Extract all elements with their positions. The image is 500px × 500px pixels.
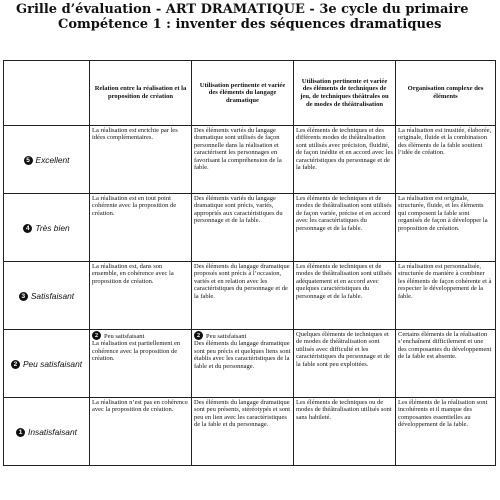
- level-number-badge: 1: [16, 428, 25, 437]
- table-cell: Des éléments du langage dramatique proposés sont précis à l’occasion, variés et en relation avec les caractéristiques du personnage et de la fable.: [192, 262, 294, 330]
- cell-text: Des éléments du langage dramatique sont peu précis et quelques liens sont établis avec les caractéristiques de la fable et du personnage.: [194, 340, 291, 370]
- column-header: Utilisation pertinente et variée des éléments du langage dramatique: [192, 61, 294, 126]
- level-label: Insatisfaisant: [28, 426, 77, 437]
- level-number-badge: 2: [11, 360, 20, 369]
- table-cell: La réalisation est originale, structurée, fluide, et les éléments qui composent la fable sont organisés de façon à développer la proposition de création.: [396, 194, 496, 262]
- level-number-badge: 2: [92, 331, 101, 340]
- table-cell: Quelques éléments de techniques et de modes de théâtralisation sont utilisés avec difficulté et les caractéristiques du personnage et de la fable sont peu exploitées.: [294, 330, 396, 398]
- level-number-badge: 3: [19, 292, 28, 301]
- column-header: Organisation complexe des éléments: [396, 61, 496, 126]
- cell-sublabel: 2 Peu satisfaisant: [194, 331, 291, 340]
- table-cell: Certains éléments de la réalisation s’enchaînent difficilement et une des composantes du développement de la fable est absente.: [396, 330, 496, 398]
- table-cell: Les éléments de techniques et de modes de théâtralisation sont utilisés de façon variée, précise et en accord avec les caractéristiques du personnage et de la fable.: [294, 194, 396, 262]
- column-header: Utilisation pertinente et variée des éléments de techniques de jeu, de techniques théâtrales ou de modes de théâtralisation: [294, 61, 396, 126]
- level-label: Excellent: [35, 154, 70, 165]
- table-cell: La réalisation est, dans son ensemble, en cohérence avec la proposition de création.: [90, 262, 192, 330]
- level-number-badge: 2: [194, 331, 203, 340]
- table-row: [4, 194, 496, 262]
- table-row: [4, 126, 496, 194]
- level-number-badge: 5: [24, 156, 33, 165]
- level-label-cell: [4, 126, 90, 194]
- cell-text: La réalisation est partiellement en cohérence avec la proposition de création.: [92, 340, 181, 363]
- table-cell: La réalisation est enrichie par les idées complémentaires.: [90, 126, 192, 194]
- table-cell: Des éléments du langage dramatique sont peu présents, stéréotypés et sont peu en lien avec les caractéristiques de la fable et du personnage.: [192, 398, 294, 466]
- level-label-cell: [4, 330, 90, 398]
- table-row: [4, 330, 496, 398]
- table-cell: Les éléments de la réalisation sont incohérents et il manque des composantes essentielles au développement de la fable.: [396, 398, 496, 466]
- evaluation-table: [3, 60, 496, 466]
- cell-sublabel: 2 Peu satisfaisant: [92, 331, 189, 340]
- table-row: [4, 262, 496, 330]
- table-cell: La réalisation est inusitée, élaborée, originale, fluide et la combinaison des éléments de la fable soutient l’idée de création.: [396, 126, 496, 194]
- level-number-badge: 4: [23, 224, 32, 233]
- table-cell: La réalisation n’est pas en cohérence avec la proposition de création.: [90, 398, 192, 466]
- level-label: Satisfaisant: [30, 290, 75, 301]
- level-label: Peu satisfaisant: [22, 358, 83, 369]
- page-title: [16, 2, 486, 32]
- table-cell: La réalisation est en tout point cohérente avec la proposition de création.: [90, 194, 192, 262]
- table-cell: [90, 330, 192, 398]
- level-label: Très bien: [35, 222, 70, 233]
- table-cell: La réalisation est personnalisée, structurée de manière à combiner les éléments de façon cohérente et à respecter le développement de la fable.: [396, 262, 496, 330]
- title-line-1: Grille d’évaluation - ART DRAMATIQUE - 3e cycle du primaire: [16, 2, 469, 17]
- table-header-row: [4, 61, 496, 126]
- table-cell: Les éléments de techniques ou de modes de théâtralisation utilisés sont sans habileté.: [294, 398, 396, 466]
- table-row: [4, 398, 496, 466]
- level-label-cell: [4, 262, 90, 330]
- table-cell: Des éléments variés du langage dramatique sont précis, variés, appropriés aux caractéristiques du personnage et de la fable.: [192, 194, 294, 262]
- level-label-cell: [4, 194, 90, 262]
- table-cell: Des éléments variés du langage dramatique sont utilisés de façon personnelle dans la réalisation et caractérisent les personnages en favorisant la compréhension de la fable.: [192, 126, 294, 194]
- title-line-2: Compétence 1 : inventer des séquences dramatiques: [58, 17, 442, 32]
- table-cell: Les éléments de techniques et de modes de théâtralisation sont utilisés adéquatement et en accord avec quelques caractéristiques du personnage et de la fable.: [294, 262, 396, 330]
- header-corner-cell: [4, 61, 90, 126]
- table-cell: Les éléments de techniques et des différents modes de théâtralisation sont utilisés avec précision, fluidité, de façon inédite et en accord avec les caractéristiques du personnage et de la fable.: [294, 126, 396, 194]
- table-cell: [192, 330, 294, 398]
- column-header: Relation entre la réalisation et la proposition de création: [90, 61, 192, 126]
- level-label-cell: [4, 398, 90, 466]
